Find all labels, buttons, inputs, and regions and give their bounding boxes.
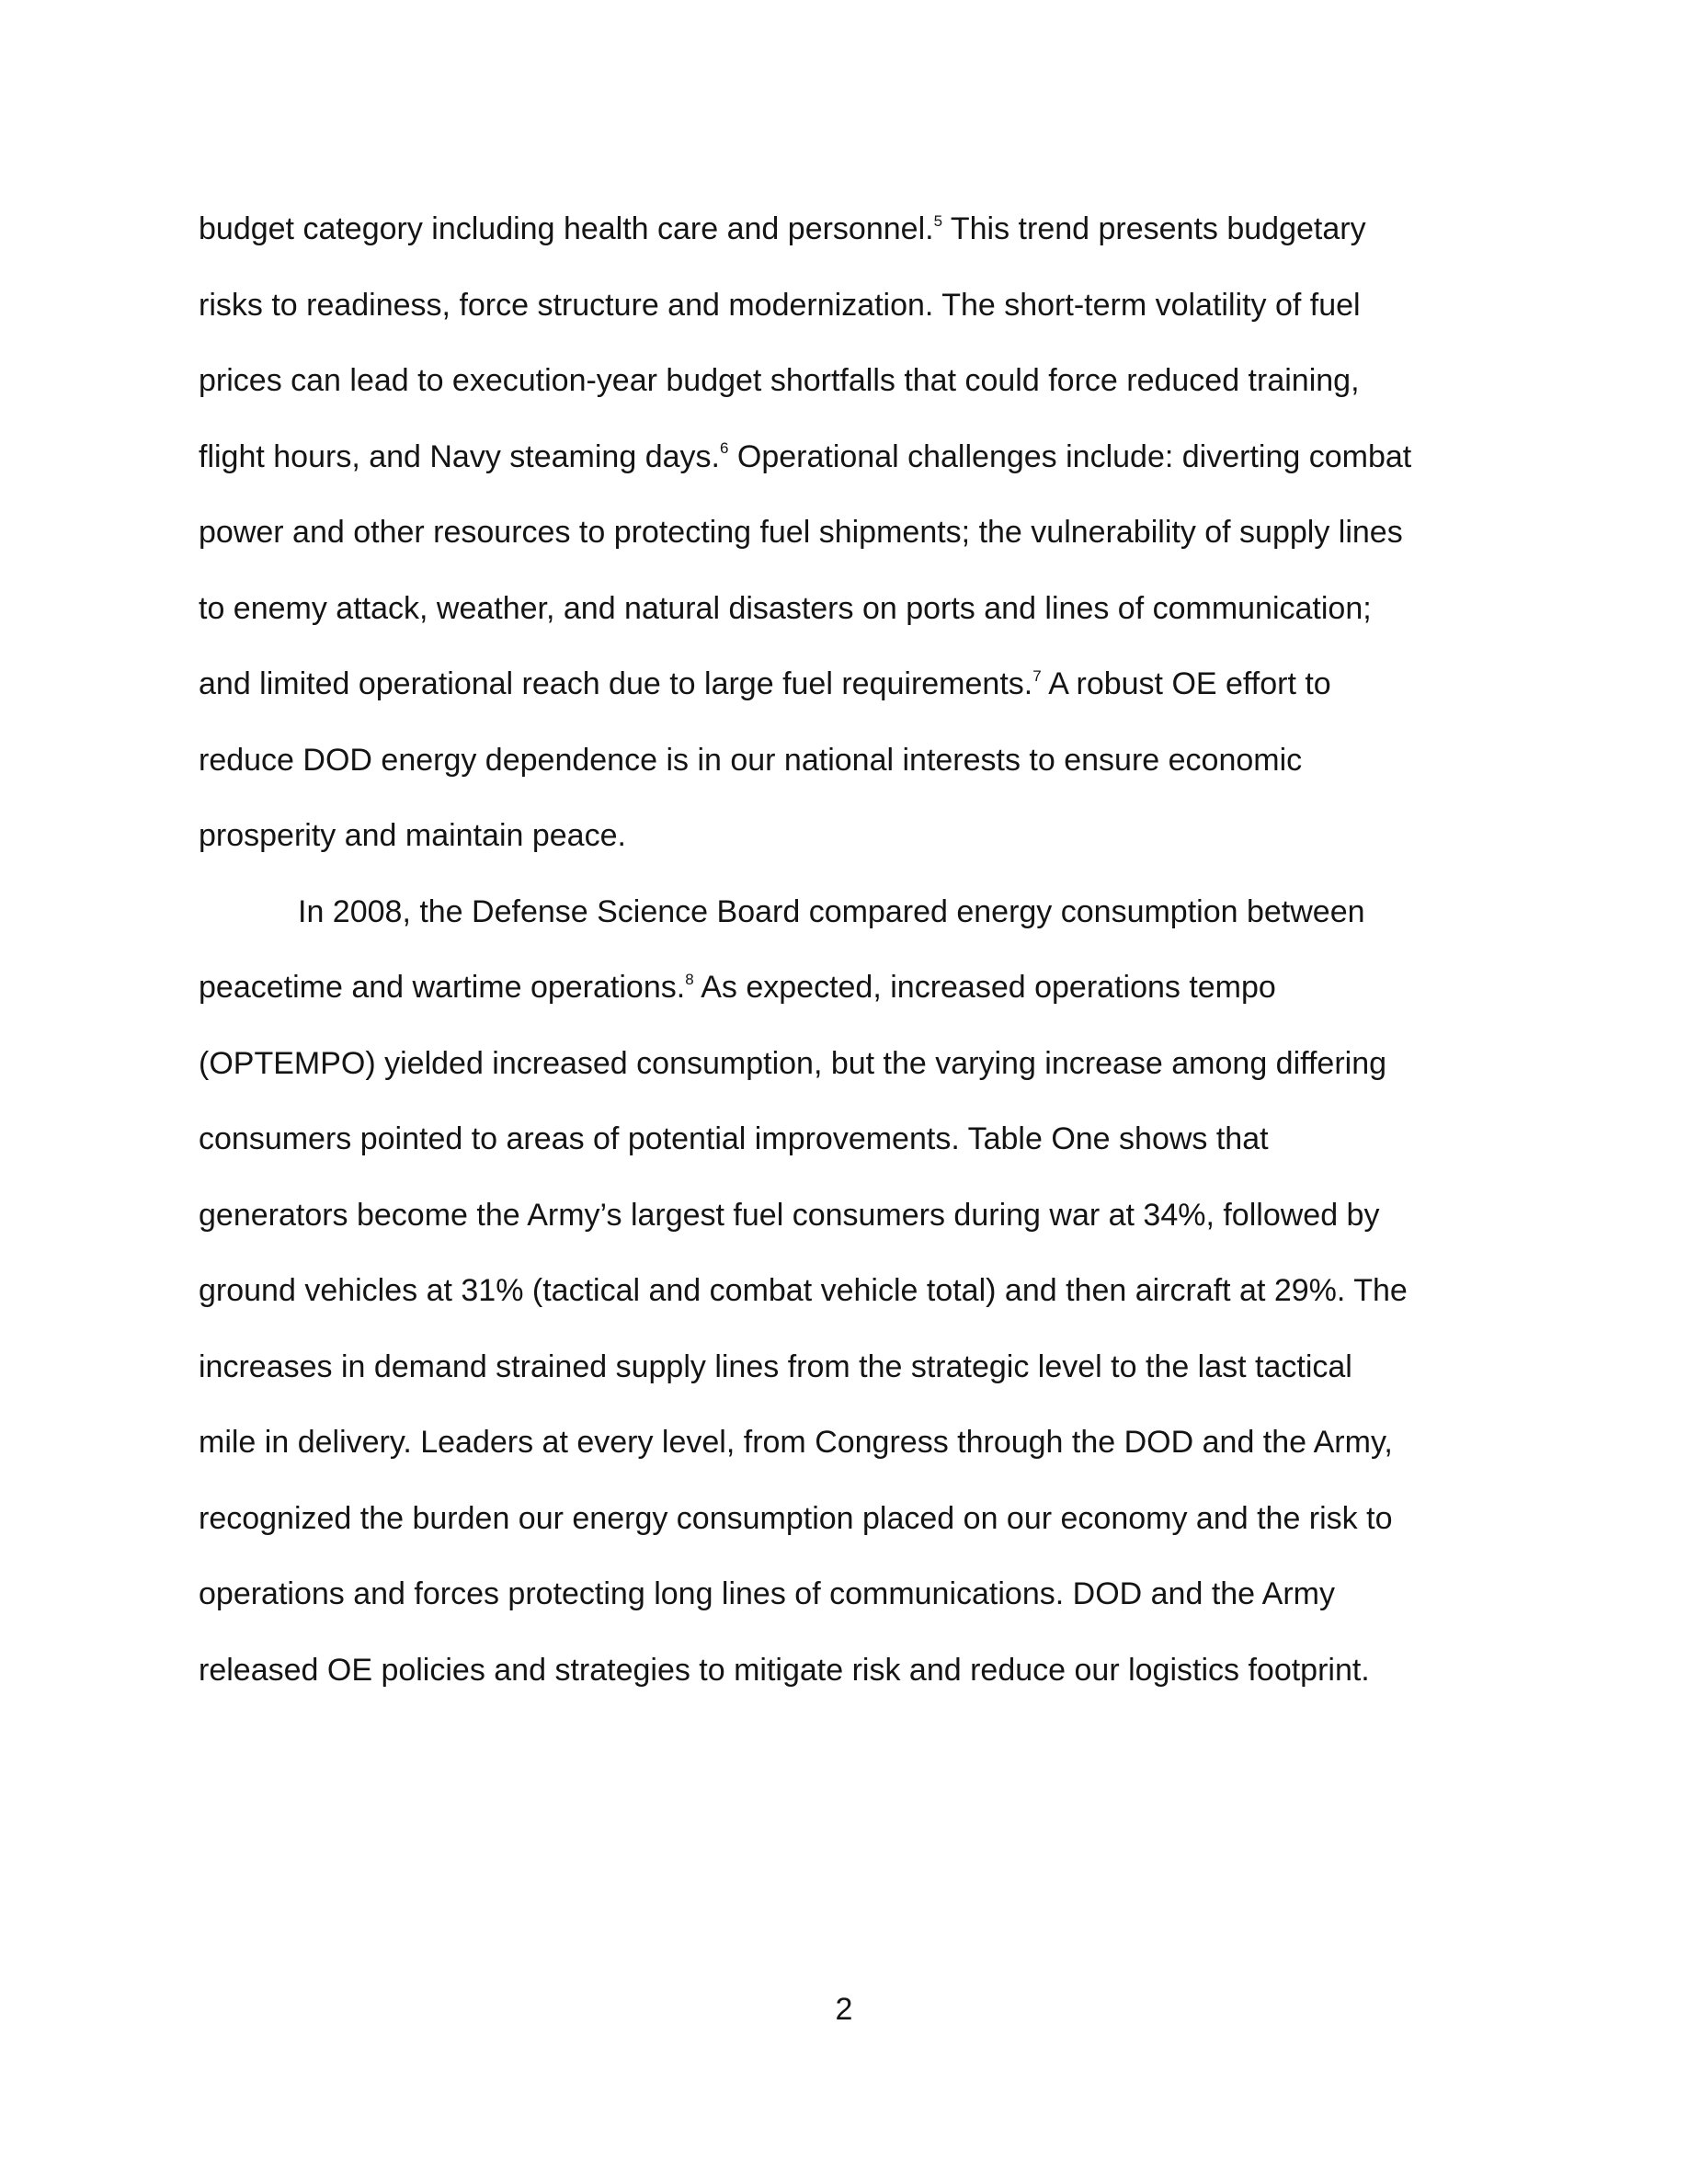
text-run: risks to readiness, force structure and modernization. The short-term volatility of fuel xyxy=(199,287,1361,323)
text-line xyxy=(199,950,1504,1026)
text-line xyxy=(199,1405,1504,1481)
footnote-marker: 6 xyxy=(719,439,729,458)
text-line xyxy=(199,1632,1504,1709)
text-run: power and other resources to protecting fuel shipments; the vulnerability of supply lines xyxy=(199,515,1403,550)
text-run: and limited operational reach due to large fuel requirements. xyxy=(199,666,1033,701)
footnote-marker: 8 xyxy=(685,970,694,988)
footnote-marker: 5 xyxy=(933,211,943,230)
text-line xyxy=(199,343,1504,419)
text-line xyxy=(199,191,1504,267)
text-run: ground vehicles at 31% (tactical and combat vehicle total) and then aircraft at 29%. The xyxy=(199,1273,1408,1308)
text-line xyxy=(199,419,1504,495)
text-line xyxy=(199,267,1504,344)
text-line xyxy=(199,1481,1504,1557)
text-run: prices can lead to execution-year budget shortfalls that could force reduced training, xyxy=(199,363,1360,398)
body-text xyxy=(199,191,1504,1708)
text-run: generators become the Army’s largest fuel consumers during war at 34%, followed by xyxy=(199,1197,1380,1233)
text-run: mile in delivery. Leaders at every level, from Congress through the DOD and the Army, xyxy=(199,1425,1393,1460)
text-run: budget category including health care and personnel. xyxy=(199,211,934,246)
text-run: As expected, increased operations tempo xyxy=(693,970,1276,1005)
text-run: (OPTEMPO) yielded increased consumption, but the varying increase among differing xyxy=(199,1045,1387,1081)
text-line xyxy=(199,1177,1504,1254)
text-run: released OE policies and strategies to mitigate risk and reduce our logistics footprint. xyxy=(199,1652,1370,1688)
text-line xyxy=(199,874,1504,950)
text-run: prosperity and maintain peace. xyxy=(199,818,626,853)
text-run: consumers pointed to areas of potential improvements. Table One shows that xyxy=(199,1121,1269,1156)
footnote-marker: 7 xyxy=(1032,666,1042,685)
text-run: increases in demand strained supply lines from the strategic level to the last tactical xyxy=(199,1348,1352,1384)
text-line xyxy=(199,722,1504,799)
text-line xyxy=(199,798,1504,874)
text-run: recognized the burden our energy consumption placed on our economy and the risk to xyxy=(199,1500,1393,1536)
text-run: flight hours, and Navy steaming days. xyxy=(199,438,720,474)
text-line xyxy=(199,1253,1504,1329)
text-run: reduce DOD energy dependence is in our national interests to ensure economic xyxy=(199,742,1303,778)
text-run: to enemy attack, weather, and natural disasters on ports and lines of communication; xyxy=(199,590,1372,626)
text-line xyxy=(199,571,1504,647)
text-line xyxy=(199,646,1504,722)
text-line xyxy=(199,1026,1504,1102)
text-run: operations and forces protecting long lines of communications. DOD and the Army xyxy=(199,1576,1335,1611)
text-run: In 2008, the Defense Science Board compared energy consumption between xyxy=(298,893,1365,929)
text-line xyxy=(199,1101,1504,1177)
text-run: Operational challenges include: diverting combat xyxy=(728,438,1412,474)
text-line xyxy=(199,495,1504,571)
text-line xyxy=(199,1556,1504,1632)
text-run: peacetime and wartime operations. xyxy=(199,970,686,1005)
text-run: A robust OE effort to xyxy=(1041,666,1331,701)
page-number: 2 xyxy=(835,1992,853,2027)
text-line xyxy=(199,1329,1504,1405)
text-run: This trend presents budgetary xyxy=(942,211,1366,246)
